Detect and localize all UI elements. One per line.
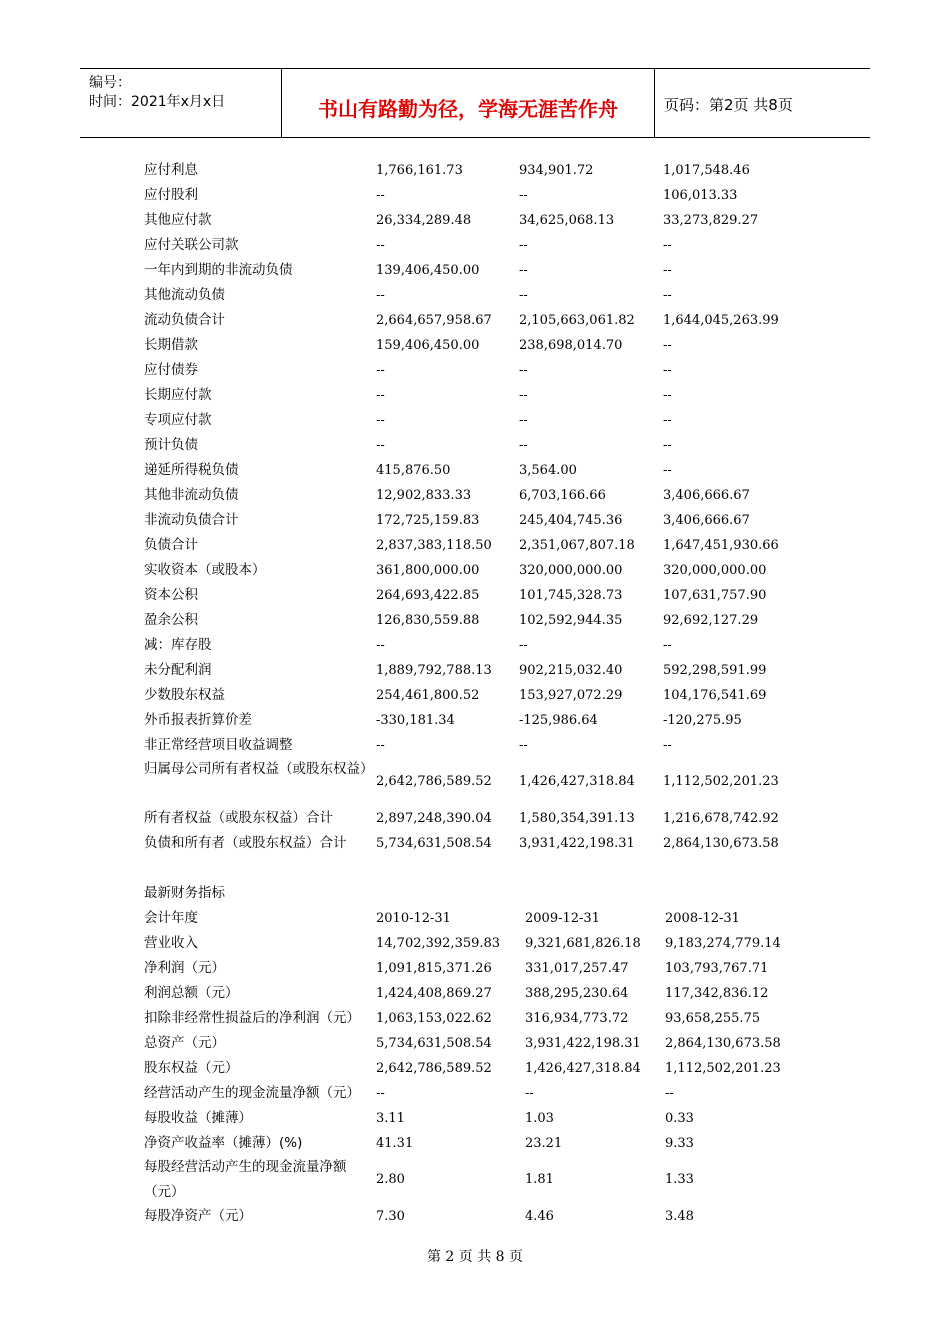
value-2008: 106,013.33 — [663, 188, 738, 203]
row-label: 盈余公积 — [144, 612, 198, 628]
value-2009: -- — [519, 263, 528, 278]
value-2008: 592,298,591.99 — [663, 663, 767, 678]
value-2010: 3.11 — [376, 1111, 405, 1126]
value-2008: 1,647,451,930.66 — [663, 538, 779, 553]
value-2010: 159,406,450.00 — [376, 338, 480, 353]
row-label: 流动负债合计 — [144, 312, 225, 328]
value-2008: -- — [663, 638, 672, 653]
value-2009: 4.46 — [525, 1209, 554, 1224]
table-row — [0, 1081, 950, 1106]
value-2008: 1,112,502,201.23 — [665, 1061, 781, 1076]
value-2010: -- — [376, 188, 385, 203]
value-2010: 254,461,800.52 — [376, 688, 480, 703]
value-2010: -- — [376, 638, 385, 653]
value-2009: 320,000,000.00 — [519, 563, 623, 578]
value-2010: -- — [376, 288, 385, 303]
row-label: 应付关联公司款 — [144, 237, 239, 253]
row-label: 减：库存股 — [144, 637, 212, 653]
value-2009: 1.81 — [525, 1172, 554, 1187]
table-row — [0, 831, 950, 856]
row-label: 利润总额（元） — [144, 985, 239, 1001]
value-2010: 1,063,153,022.62 — [376, 1011, 492, 1026]
value-2009: 316,934,773.72 — [525, 1011, 629, 1026]
value-2010: 1,424,408,869.27 — [376, 986, 492, 1001]
value-2010: 2,642,786,589.52 — [376, 1061, 492, 1076]
header-page-info: 页码：第2页 共8页 — [664, 96, 793, 114]
value-2009: 238,698,014.70 — [519, 338, 623, 353]
value-2009: -- — [519, 188, 528, 203]
table-row — [0, 583, 950, 608]
table-row — [0, 483, 950, 508]
value-2009: 934,901.72 — [519, 163, 594, 178]
table-row — [0, 757, 950, 807]
row-label: 非正常经营项目收益调整 — [144, 737, 293, 753]
value-2010: 139,406,450.00 — [376, 263, 480, 278]
table-row — [0, 683, 950, 708]
value-2010: 1,889,792,788.13 — [376, 663, 492, 678]
table-row — [0, 258, 950, 283]
value-2008: 3,406,666.67 — [663, 488, 750, 503]
table-row — [0, 708, 950, 733]
indicators-title: 最新财务指标 — [144, 885, 225, 901]
value-2009: 2009-12-31 — [525, 911, 600, 926]
value-2008: 320,000,000.00 — [663, 563, 767, 578]
value-2008: 93,658,255.75 — [665, 1011, 761, 1026]
value-2009: 2,351,067,807.18 — [519, 538, 635, 553]
value-2008: 1,017,548.46 — [663, 163, 750, 178]
value-2009: 6,703,166.66 — [519, 488, 606, 503]
table-row — [0, 433, 950, 458]
value-2010: 126,830,559.88 — [376, 613, 480, 628]
row-label: 长期借款 — [144, 337, 198, 353]
value-2008: 1,112,502,201.23 — [663, 774, 779, 789]
row-label: 负债和所有者（或股东权益）合计 — [144, 835, 347, 851]
row-label: 非流动负债合计 — [144, 512, 239, 528]
value-2008: -- — [663, 263, 672, 278]
value-2008: 103,793,767.71 — [665, 961, 769, 976]
value-2010: 2,642,786,589.52 — [376, 774, 492, 789]
row-label: 外币报表折算价差 — [144, 712, 252, 728]
value-2008: 9.33 — [665, 1136, 694, 1151]
value-2008: -- — [665, 1086, 674, 1101]
row-label: 净资产收益率（摊薄）(%) — [144, 1135, 303, 1151]
header-meta-cell — [80, 69, 282, 137]
row-label: 会计年度 — [144, 910, 198, 926]
value-2009: 34,625,068.13 — [519, 213, 615, 228]
value-2010: -330,181.34 — [376, 713, 455, 728]
row-label: 总资产（元） — [144, 1035, 225, 1051]
value-2008: -- — [663, 338, 672, 353]
row-label: 经营活动产生的现金流量净额（元） — [144, 1085, 360, 1101]
row-label: 所有者权益（或股东权益）合计 — [144, 810, 333, 826]
table-row — [0, 1106, 950, 1131]
value-2008: 1,644,045,263.99 — [663, 313, 779, 328]
value-2010: 2,837,383,118.50 — [376, 538, 492, 553]
row-label: 未分配利润 — [144, 662, 212, 678]
table-row — [0, 558, 950, 583]
value-2010: 7.30 — [376, 1209, 405, 1224]
value-2008: 107,631,757.90 — [663, 588, 767, 603]
table-row — [0, 1031, 950, 1056]
value-2009: -- — [519, 413, 528, 428]
row-label: 负债合计 — [144, 537, 198, 553]
value-2010: 5,734,631,508.54 — [376, 1036, 492, 1051]
table-row — [0, 183, 950, 208]
table-row — [0, 956, 950, 981]
value-2008: -- — [663, 438, 672, 453]
value-2009: 153,927,072.29 — [519, 688, 623, 703]
value-2010: 2,897,248,390.04 — [376, 811, 492, 826]
value-2008: 33,273,829.27 — [663, 213, 759, 228]
table-row — [0, 233, 950, 258]
table-row — [0, 508, 950, 533]
row-label: 扣除非经常性损益后的净利润（元） — [144, 1010, 360, 1026]
time-label: 时间：2021年x月x日 — [89, 94, 226, 110]
value-2009: 1,426,427,318.84 — [525, 1061, 641, 1076]
value-2008: 1,216,678,742.92 — [663, 811, 779, 826]
row-label: 少数股东权益 — [144, 687, 225, 703]
table-row — [0, 333, 950, 358]
table-row — [0, 633, 950, 658]
header-page-cell — [655, 69, 870, 137]
table-row — [0, 658, 950, 683]
table-row — [0, 1006, 950, 1031]
value-2010: 172,725,159.83 — [376, 513, 480, 528]
value-2009: 102,592,944.35 — [519, 613, 623, 628]
row-label: 应付利息 — [144, 162, 198, 178]
value-2009: 23.21 — [525, 1136, 563, 1151]
row-label: 其他流动负债 — [144, 287, 225, 303]
value-2008: 2,864,130,673.58 — [665, 1036, 781, 1051]
value-2010: -- — [376, 1086, 385, 1101]
value-2010: 2,664,657,958.67 — [376, 313, 492, 328]
table-row — [0, 906, 950, 931]
row-label: 递延所得税负债 — [144, 462, 239, 478]
row-label: 预计负债 — [144, 437, 198, 453]
row-label: 股东权益（元） — [144, 1060, 239, 1076]
value-2009: 245,404,745.36 — [519, 513, 623, 528]
value-2009: -- — [519, 638, 528, 653]
value-2010: 264,693,422.85 — [376, 588, 480, 603]
table-row — [0, 1056, 950, 1081]
value-2010: 2.80 — [376, 1172, 405, 1187]
row-label: 应付债券 — [144, 362, 198, 378]
table-row — [0, 158, 950, 183]
value-2010: -- — [376, 738, 385, 753]
value-2008: 104,176,541.69 — [663, 688, 767, 703]
value-2008: 2,864,130,673.58 — [663, 836, 779, 851]
value-2009: -- — [519, 438, 528, 453]
row-label: 资本公积 — [144, 587, 198, 603]
table-row — [0, 383, 950, 408]
value-2008: -120,275.95 — [663, 713, 742, 728]
table-row — [0, 308, 950, 333]
table-row — [0, 981, 950, 1006]
value-2010: 361,800,000.00 — [376, 563, 480, 578]
value-2010: 14,702,392,359.83 — [376, 936, 501, 951]
value-2010: -- — [376, 413, 385, 428]
value-2009: 902,215,032.40 — [519, 663, 623, 678]
row-label: 每股收益（摊薄） — [144, 1110, 252, 1126]
value-2009: 388,295,230.64 — [525, 986, 629, 1001]
value-2008: 92,692,127.29 — [663, 613, 759, 628]
value-2008: 0.33 — [665, 1111, 694, 1126]
value-2009: -- — [519, 738, 528, 753]
serial-label: 编号： — [89, 75, 131, 91]
value-2009: 3,931,422,198.31 — [525, 1036, 641, 1051]
row-label: 其他应付款 — [144, 212, 212, 228]
value-2010: 1,091,815,371.26 — [376, 961, 492, 976]
row-label: 每股经营活动产生的现金流量净额（元） — [144, 1159, 347, 1200]
value-2009: -- — [519, 363, 528, 378]
table-row — [0, 1204, 950, 1229]
value-2009: 3,931,422,198.31 — [519, 836, 635, 851]
value-2010: 5,734,631,508.54 — [376, 836, 492, 851]
value-2009: 331,017,257.47 — [525, 961, 629, 976]
value-2010: 26,334,289.48 — [376, 213, 472, 228]
value-2008: -- — [663, 363, 672, 378]
value-2008: -- — [663, 738, 672, 753]
value-2008: -- — [663, 288, 672, 303]
value-2009: 3,564.00 — [519, 463, 577, 478]
table-row — [0, 533, 950, 558]
value-2008: -- — [663, 463, 672, 478]
row-label: 实收资本（或股本） — [144, 562, 266, 578]
value-2010: -- — [376, 438, 385, 453]
value-2008: 2008-12-31 — [665, 911, 740, 926]
value-2009: -- — [519, 288, 528, 303]
value-2009: 2,105,663,061.82 — [519, 313, 635, 328]
row-label: 其他非流动负债 — [144, 487, 239, 503]
page-footer: 第 2 页 共 8 页 — [426, 1249, 524, 1265]
table-row — [0, 208, 950, 233]
value-2008: -- — [663, 388, 672, 403]
row-label: 归属母公司所有者权益（或股东权益） — [144, 761, 374, 777]
value-2010: -- — [376, 363, 385, 378]
row-label: 一年内到期的非流动负债 — [144, 262, 293, 278]
table-row — [0, 608, 950, 633]
table-row — [0, 733, 950, 758]
value-2010: -- — [376, 238, 385, 253]
value-2009: 1,426,427,318.84 — [519, 774, 635, 789]
table-row — [0, 283, 950, 308]
value-2008: -- — [663, 238, 672, 253]
value-2008: 1.33 — [665, 1172, 694, 1187]
value-2010: 41.31 — [376, 1136, 414, 1151]
header-motto: 书山有路勤为径，学海无涯苦作舟 — [318, 97, 618, 121]
value-2010: 12,902,833.33 — [376, 488, 472, 503]
value-2009: -125,986.64 — [519, 713, 598, 728]
row-label: 营业收入 — [144, 935, 198, 951]
table-row — [0, 1131, 950, 1156]
row-label: 长期应付款 — [144, 387, 212, 403]
value-2009: 101,745,328.73 — [519, 588, 623, 603]
value-2010: 2010-12-31 — [376, 911, 451, 926]
value-2009: 9,321,681,826.18 — [525, 936, 641, 951]
row-label: 专项应付款 — [144, 412, 212, 428]
row-label: 每股净资产（元） — [144, 1208, 252, 1224]
header-motto-cell — [282, 69, 655, 137]
row-label: 应付股利 — [144, 187, 198, 203]
value-2009: -- — [519, 388, 528, 403]
table-row — [0, 1155, 950, 1205]
value-2008: 117,342,836.12 — [665, 986, 769, 1001]
table-row — [0, 931, 950, 956]
value-2008: 3,406,666.67 — [663, 513, 750, 528]
value-2010: 415,876.50 — [376, 463, 451, 478]
value-2009: 1.03 — [525, 1111, 554, 1126]
value-2009: -- — [519, 238, 528, 253]
row-label: 净利润（元） — [144, 960, 225, 976]
value-2010: -- — [376, 388, 385, 403]
table-row — [0, 358, 950, 383]
table-row — [0, 458, 950, 483]
value-2008: -- — [663, 413, 672, 428]
value-2008: 3.48 — [665, 1209, 694, 1224]
value-2010: 1,766,161.73 — [376, 163, 463, 178]
value-2009: -- — [525, 1086, 534, 1101]
value-2009: 1,580,354,391.13 — [519, 811, 635, 826]
table-row — [0, 408, 950, 433]
table-row — [0, 806, 950, 831]
value-2008: 9,183,274,779.14 — [665, 936, 781, 951]
page-header — [80, 68, 870, 138]
